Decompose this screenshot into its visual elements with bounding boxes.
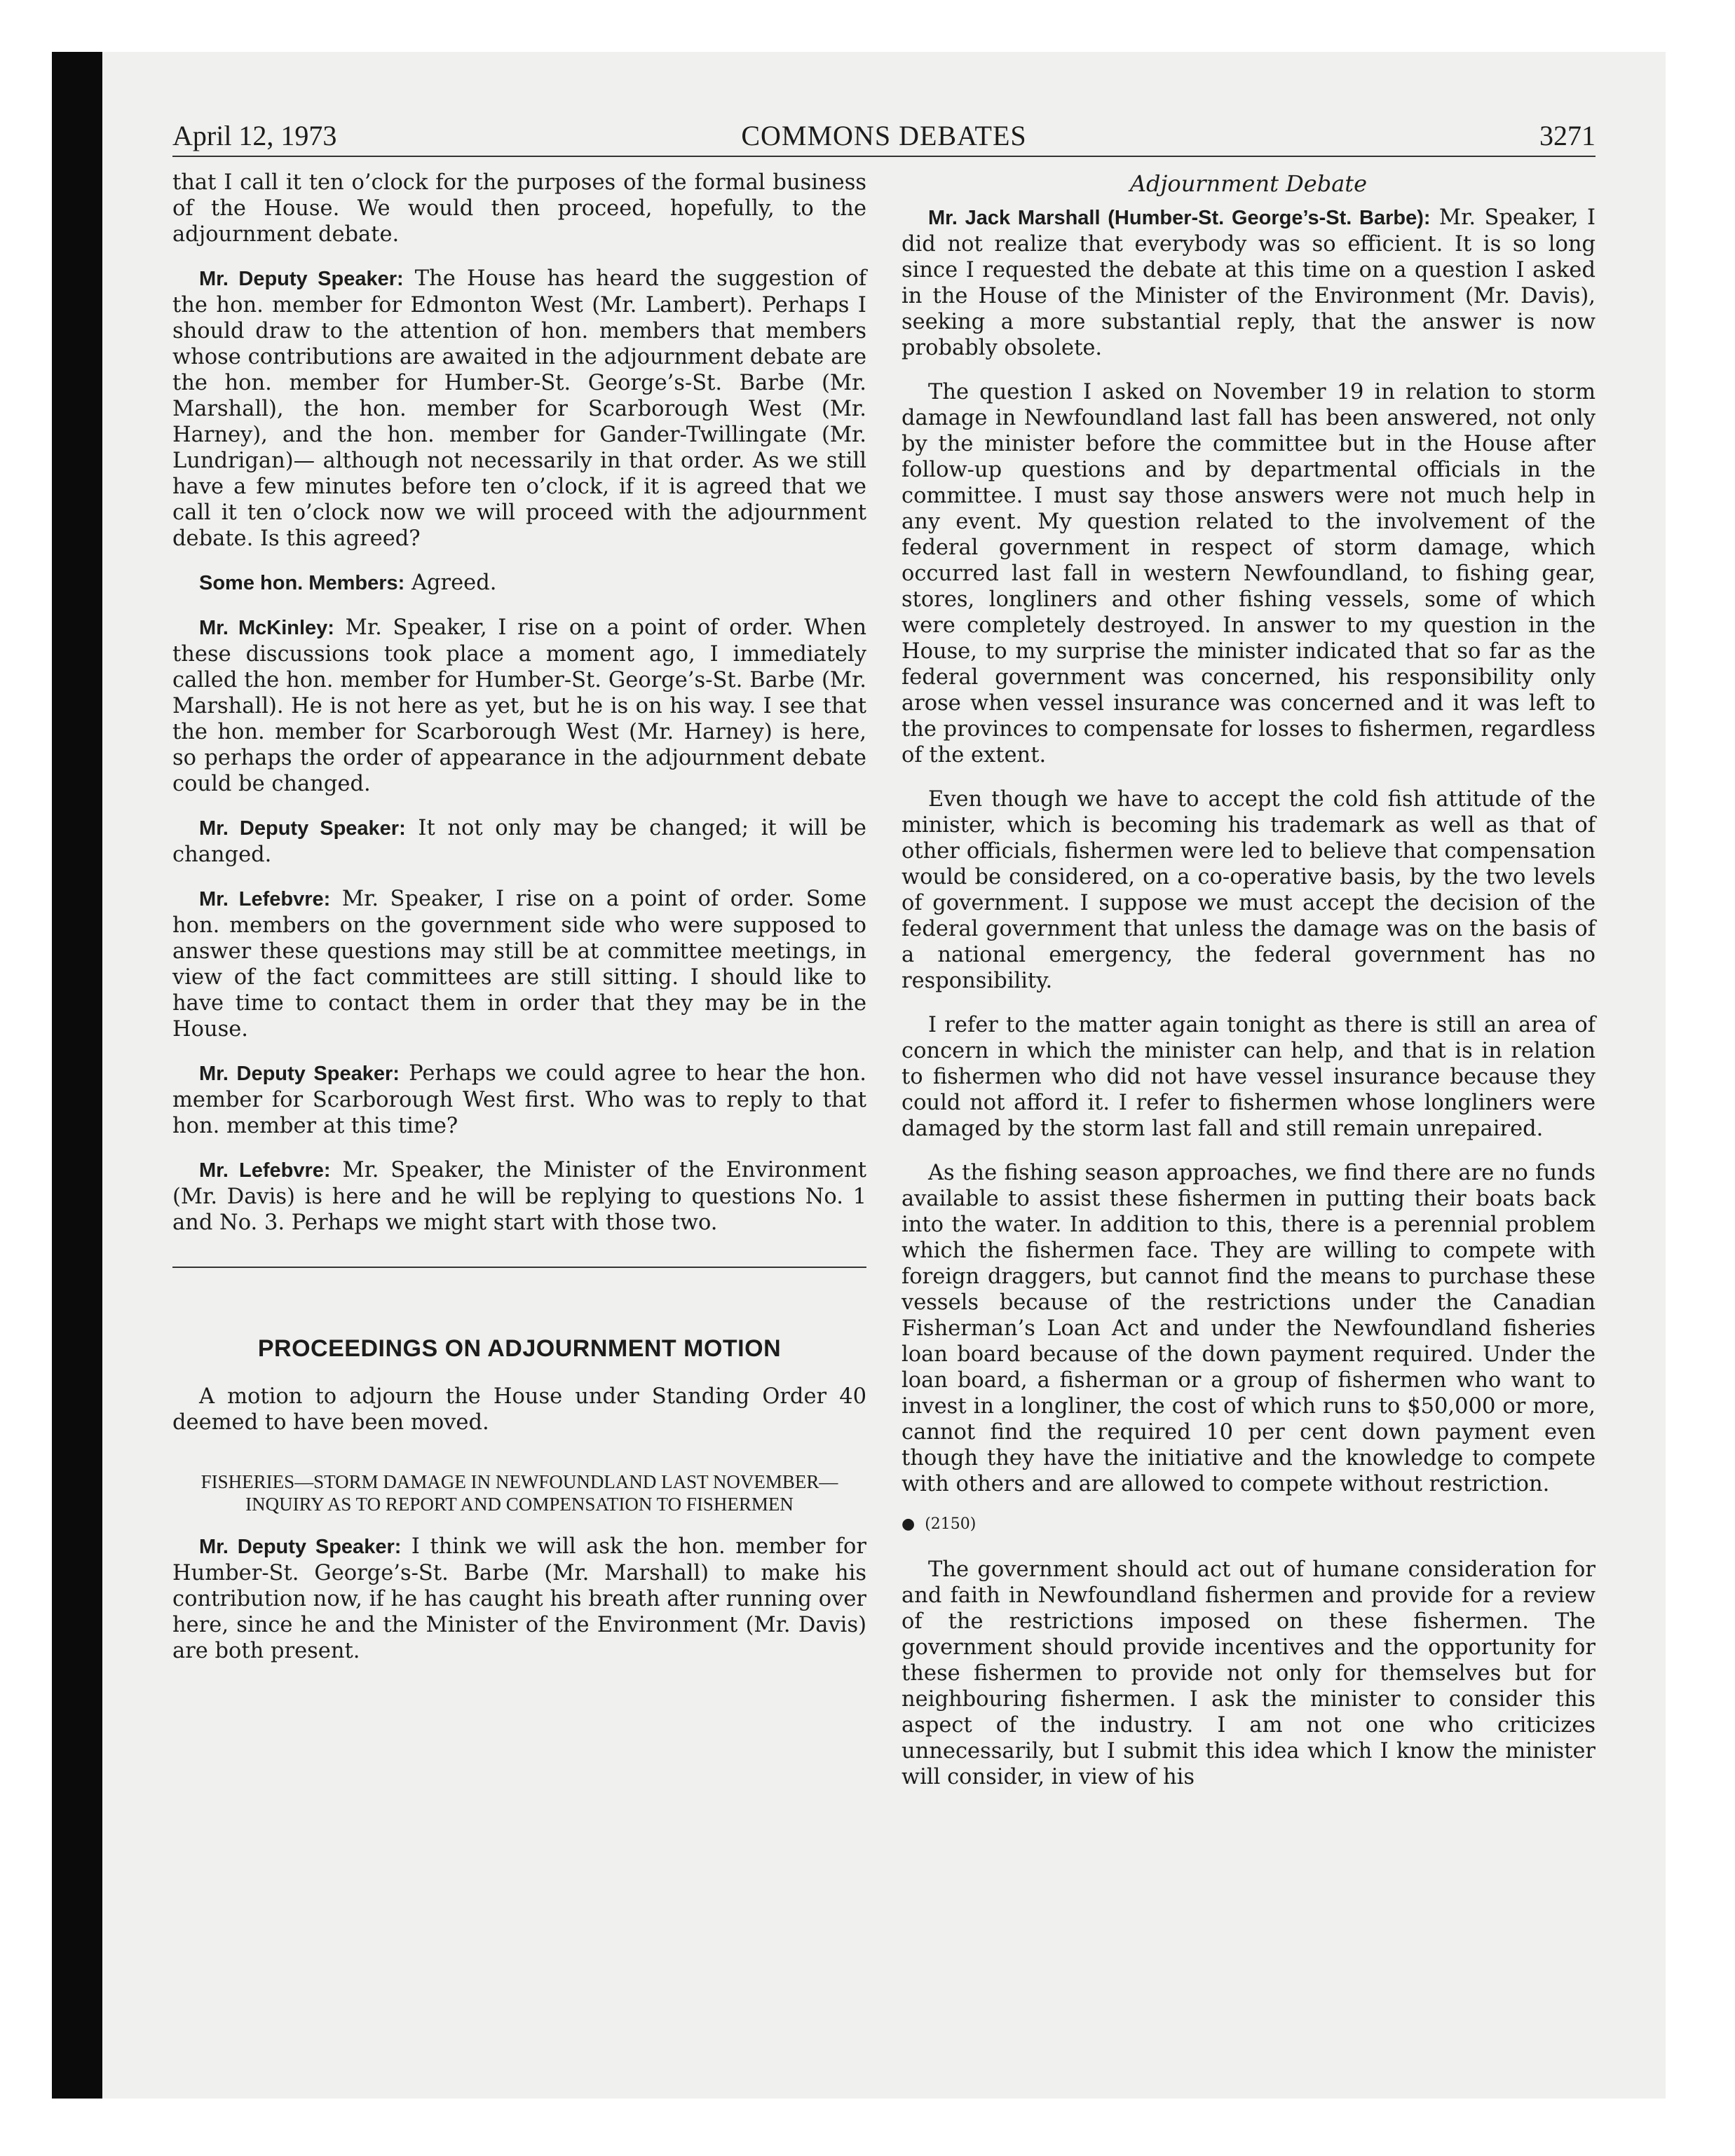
speech-text: Mr. Speaker, the Minister of the Environment (Mr. Davis) is here and he will be replying to questions No. 1 and No. 3. Perhaps we might start with those two. (172, 1158, 867, 1235)
paragraph-text: A motion to adjourn the House under Standing Order 40 deemed to have been moved. (172, 1384, 866, 1435)
paragraph (901, 786, 1595, 994)
speaker-name: Mr. Deputy Speaker: (199, 268, 404, 290)
paragraph (172, 1384, 866, 1435)
paragraph-text: The question I asked on November 19 in relation to storm damage in Newfoundland last fall has been answered, not only by the minister before the committee but in the House after follow-up questions and by departmental officials in the committee. I must say those answers were not much help in any event. My question related to the involvement of the federal government in respect of storm damage, which occurred last fall in western Newfoundland, to fishing gear, stores, longliners and other fishing vessels, some of which were completely destroyed. In answer to my question in the House, to my surprise the minister indicated that so far as the federal government was concerned, his responsibility only arose when vessel insurance was concerned and it was left to the provinces to compensate for losses to fishermen, regardless of the extent. (901, 380, 1595, 767)
right-column (901, 170, 1595, 1808)
speech-paragraph (172, 1534, 866, 1664)
paragraph-text: Even though we have to accept the cold fish attitude of the minister, which is becoming his trademark as well as that of other officials, fishermen were led to believe that compensation would be considered, on a co-operative basis, by the two levels of government. I suppose we must accept the decision of the federal government that unless the damage was on the basis of a national emergency, the federal government has no responsibility. (901, 787, 1595, 993)
speech-text: Mr. Speaker, I did not realize that everybody was so efficient. It is so long since I requested the debate at this time on a question I asked in the House of the Minister of the Environment (Mr. Davis), seeking a more substantial reply, that the answer is now probably obsolete. (901, 205, 1595, 360)
paragraph (901, 379, 1595, 768)
paragraph-text: that I call it ten o’clock for the purposes of the formal business of the House. We would then proceed, hopefully, to the adjournment debate. (172, 170, 866, 247)
speech-paragraph (172, 886, 866, 1042)
speaker-name: Mr. McKinley: (199, 617, 334, 639)
speech-paragraph (172, 570, 866, 596)
paragraph (901, 1012, 1595, 1142)
paragraph-text: I refer to the matter again tonight as there is still an area of concern in which the minister can help, and that is in relation to fishermen who did not have vessel insurance because they could not afford it. I refer to fishermen whose longliners were damaged by the storm last fall and still remain unrepaired. (901, 1013, 1595, 1141)
paragraph-text: The government should act out of humane consideration for and faith in Newfoundland fishermen and provide for a review of the restrictions imposed on these fishermen. The government should provide incentives and the opportunity for these fishermen to provide not only for themselves but for neighbouring fishermen. I ask the minister to consider this aspect of the industry. I am not one who criticizes unnecessarily, but I submit this idea which I know the minister will consider, in view of his (901, 1557, 1595, 1789)
section-divider (172, 1267, 866, 1268)
speech-paragraph (172, 615, 866, 797)
speech-paragraph (172, 815, 866, 868)
left-column (172, 170, 866, 1682)
speech-text: Mr. Speaker, I rise on a point of order. Some hon. members on the government side who were supposed to answer these questions may still be at committee meetings, in view of the fact committees are still sitting. I should like to have time to contact them in order that they may be in the House. (172, 887, 867, 1042)
speaker-name: Mr. Deputy Speaker: (199, 817, 406, 840)
speech-text: Agreed. (404, 571, 497, 595)
speaker-name: Mr. Deputy Speaker: (199, 1063, 400, 1085)
speech-paragraph (172, 266, 866, 552)
paragraph (901, 1160, 1595, 1497)
speech-text: I think we will ask the hon. member for Humber-St. George’s-St. Barbe (Mr. Marshall) to make his contribution now, if he has caught his breath after running over here, since he and the Minister of the Environment (Mr. Davis) are both present. (172, 1534, 866, 1663)
header-date: April 12, 1973 (172, 120, 337, 151)
adjournment-debate-heading: Adjournment Debate (1129, 170, 1368, 197)
speech-paragraph (172, 1060, 866, 1139)
section-title: PROCEEDINGS ON ADJOURNMENT MOTION (257, 1335, 782, 1362)
debate-subheading: FISHERIES—STORM DAMAGE IN NEWFOUNDLAND LAST NOVEMBER—INQUIRY AS TO REPORT AND COMPENSATION TO FISHERMEN (200, 1471, 838, 1515)
paragraph (901, 1557, 1595, 1790)
page-header (172, 116, 1595, 157)
bullet-dot-icon: ● (901, 1515, 916, 1533)
scan-binding-edge (52, 52, 102, 2099)
speaker-name: Mr. Lefebvre: (199, 888, 331, 910)
speech-paragraph (901, 205, 1595, 361)
speech-paragraph (172, 1157, 866, 1236)
page-number: 3271 (1539, 120, 1595, 151)
speaker-name: Mr. Deputy Speaker: (199, 1536, 402, 1558)
time-marker (901, 1515, 1595, 1533)
speaker-name: Mr. Jack Marshall (Humber-St. George’s-St. Barbe): (928, 207, 1431, 229)
time-marker-text: (2150) (925, 1515, 977, 1533)
speech-text: Mr. Speaker, I rise on a point of order. When these discussions took place a moment ago, I immediately called the hon. member for Humber-St. George’s-St. Barbe (Mr. Marshall). He is not here as yet, but he is on his way. I see that the hon. member for Scarborough West (Mr. Harney) is here, so perhaps the order of appearance in the adjournment debate could be changed. (172, 615, 866, 796)
speech-text: Perhaps we could agree to hear the hon. member for Scarborough West first. Who was to reply to that hon. member at this time? (172, 1061, 866, 1138)
paragraph (172, 170, 866, 247)
speech-text: It not only may be changed; it will be changed. (172, 816, 866, 867)
speaker-name: Some hon. Members: (199, 572, 405, 594)
document-page (102, 52, 1666, 2099)
speech-text: The House has heard the suggestion of the hon. member for Edmonton West (Mr. Lambert). Perhaps I should draw to the attention of hon. members that members whose contributions are awaited in the adjournment debate are the hon. member for Humber-St. George’s-St. Barbe (Mr. Marshall), the hon. member for Scarborough West (Mr. Harney), and the hon. member for Gander-Twillingate (Mr. Lundrigan)— although not necessarily in that order. As we still have a few minutes before ten o’clock, if it is agreed that we call it ten o’clock now we will proceed with the adjournment debate. Is this agreed? (172, 266, 866, 551)
speaker-name: Mr. Lefebvre: (199, 1159, 331, 1182)
paragraph-text: As the fishing season approaches, we find there are no funds available to assist these fishermen in putting their boats back into the water. In addition to this, there is a perennial problem which the fishermen face. They are willing to compete with foreign draggers, but cannot find the means to purchase these vessels because of the restrictions under the Canadian Fisherman’s Loan Act and under the Newfoundland fisheries loan board because of the down payment required. Under the loan board, a fisherman or a group of fishermen who want to invest in a longliner, the cost of which runs to $50,000 or more, cannot find the required 10 per cent down payment even though they have the initiative and the knowledge to compete with others and are allowed to compete without restriction. (901, 1161, 1595, 1496)
header-title: COMMONS DEBATES (741, 120, 1027, 151)
